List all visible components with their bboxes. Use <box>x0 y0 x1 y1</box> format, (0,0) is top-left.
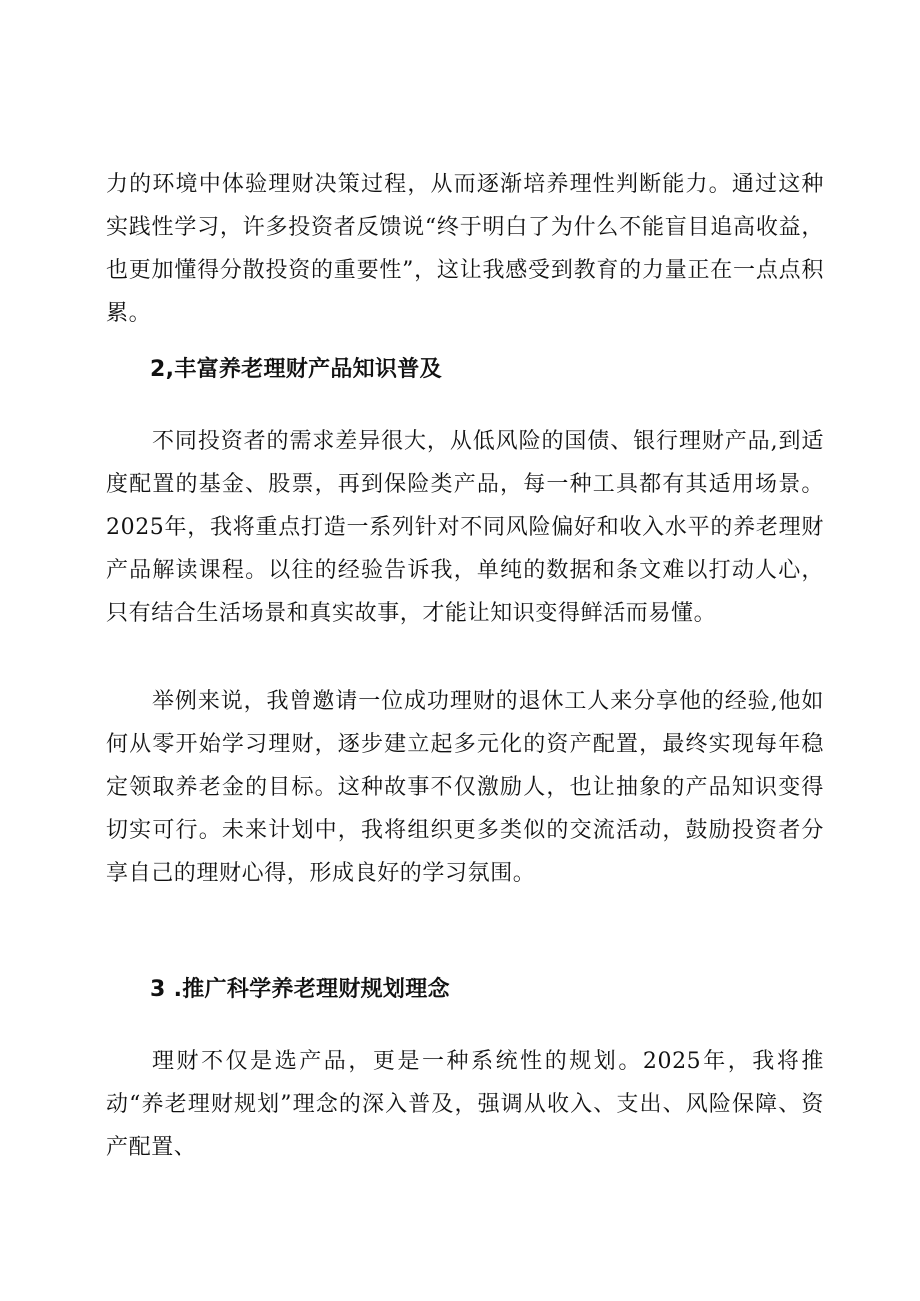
section-heading-2: 2,丰富养老理财产品知识普及 <box>150 357 442 382</box>
section-heading-3: 3 .推广科学养老理财规划理念 <box>150 977 450 1002</box>
paragraph-continued: 力的环境中体验理财决策过程，从而逐渐培养理性判断能力。通过这种实践性学习，许多投资者反馈说“终于明白了为什么不能盲目追高收益，也更加懂得分散投资的重要性”，这让我感受到教育的力量正在一点点积累。 <box>106 172 824 326</box>
paragraph-planning-concept: 理财不仅是选产品，更是一种系统性的规划。2025年，我将推动“养老理财规划”理念的深入普及，强调从收入、支出、风险保障、资产配置、 <box>106 1049 824 1160</box>
paragraph-product-knowledge: 不同投资者的需求差异很大，从低风险的国债、银行理财产品,到适度配置的基金、股票，再到保险类产品，每一种工具都有其适用场景。2025年，我将重点打造一系列针对不同风险偏好和收入水平的养老理财产品解读课程。以往的经验告诉我，单纯的数据和条文难以打动人心，只有结合生活场景和真实故事，才能让知识变得鲜活而易懂。 <box>106 429 824 626</box>
paragraph-example-story: 举例来说，我曾邀请一位成功理财的退休工人来分享他的经验,他如何从零开始学习理财，逐步建立起多元化的资产配置，最终实现每年稳定领取养老金的目标。这种故事不仅激励人，也让抽象的产品知识变得切实可行。未来计划中，我将组织更多类似的交流活动，鼓励投资者分享自己的理财心得，形成良好的学习氛围。 <box>106 689 824 886</box>
